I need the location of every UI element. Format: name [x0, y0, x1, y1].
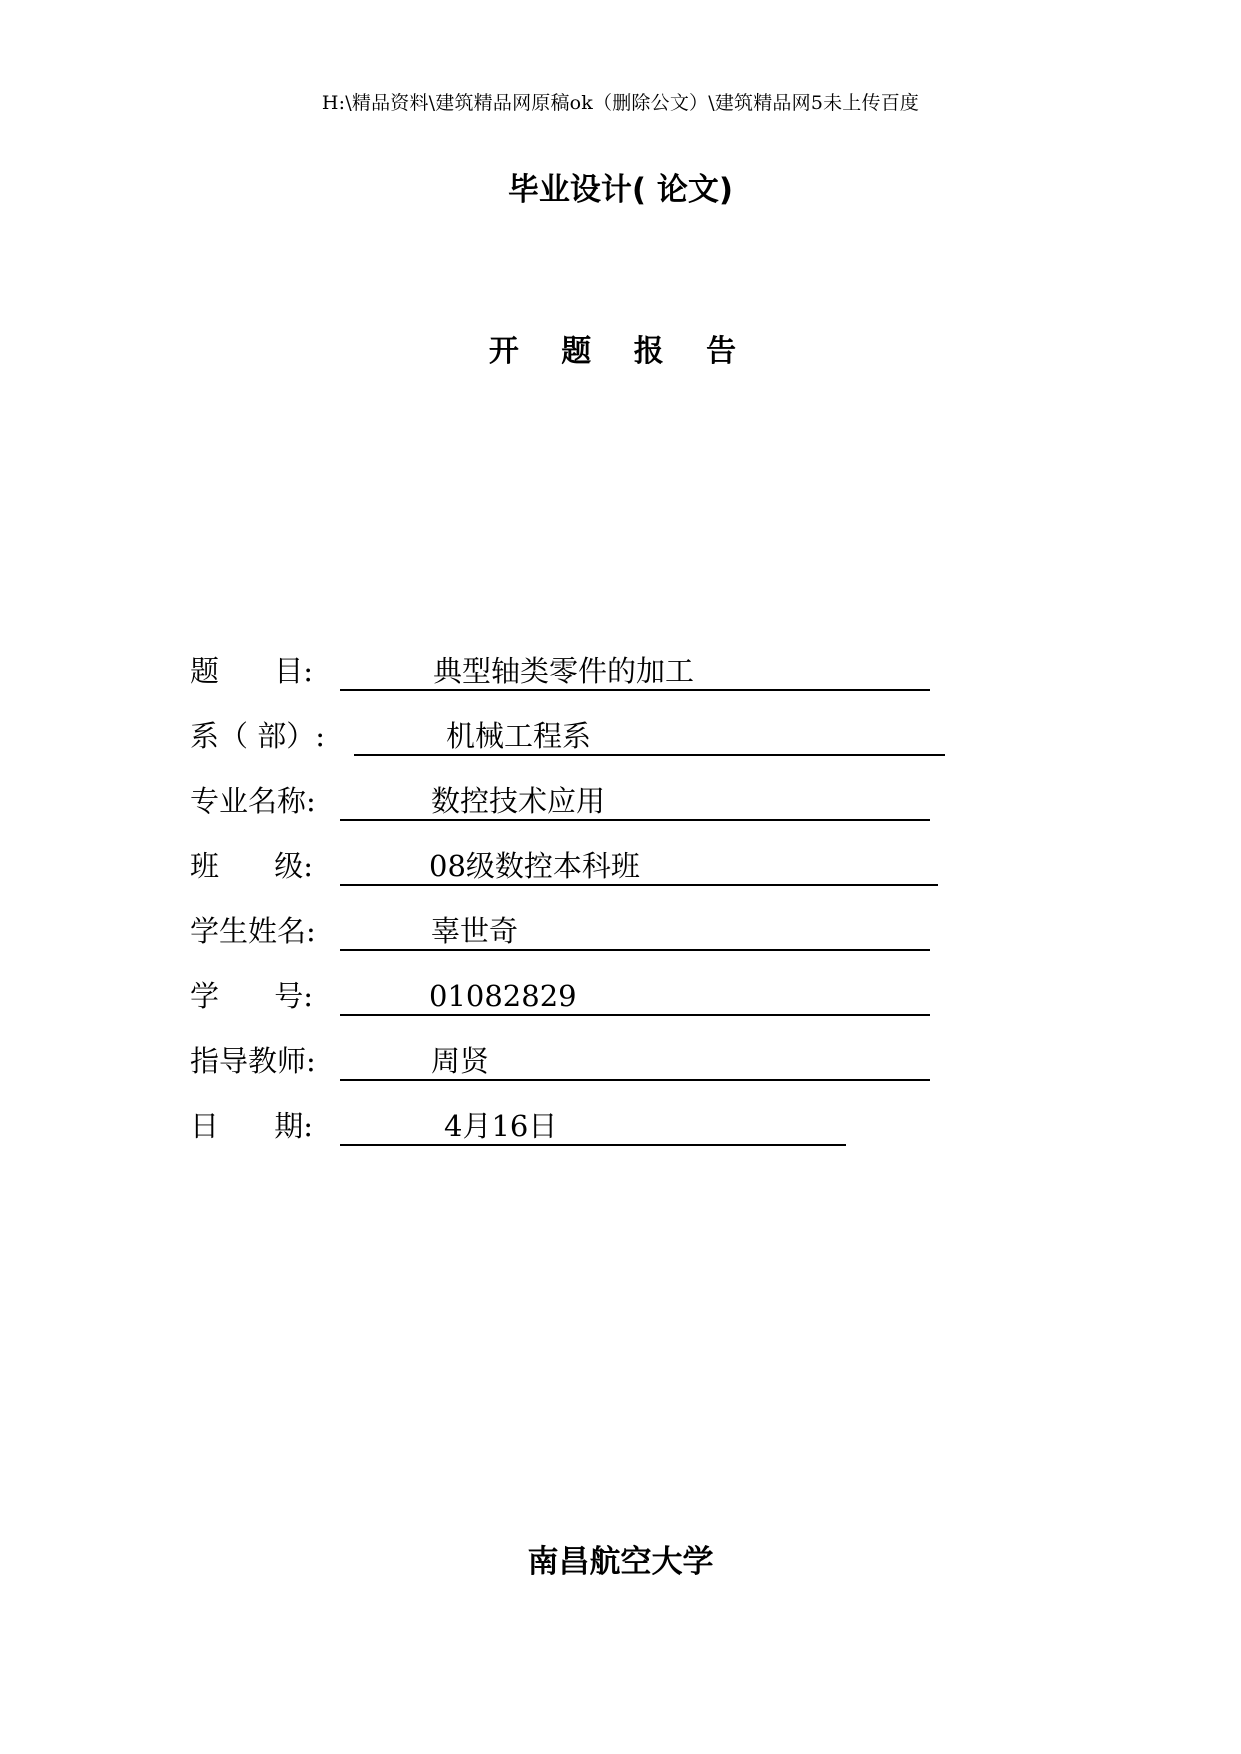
document-title: 毕业设计( 论文) — [507, 172, 734, 208]
field-value-student-id: 01082829 — [429, 979, 577, 1013]
field-value-major: 数控技术应用 — [431, 784, 606, 818]
field-value-class: 08级数控本科班 — [429, 849, 640, 883]
field-underline — [354, 754, 945, 756]
field-label-class: 班 级: — [190, 849, 314, 883]
file-path-header: H:\精品资料\建筑精品网原稿ok（删除公文）\建筑精品网5未上传百度 — [321, 92, 920, 114]
field-row-class — [190, 846, 990, 890]
field-row-topic — [190, 651, 990, 695]
field-row-advisor — [190, 1041, 990, 1085]
university-name: 南昌航空大学 — [527, 1544, 714, 1580]
field-row-student-name — [190, 911, 990, 955]
field-value-date: 4月16日 — [444, 1109, 558, 1143]
field-label-student-name: 学生姓名: — [190, 914, 316, 948]
field-underline — [340, 949, 930, 951]
field-row-date — [190, 1106, 990, 1150]
field-underline — [340, 819, 930, 821]
field-row-student-id — [190, 976, 990, 1020]
field-value-advisor: 周贤 — [431, 1044, 490, 1078]
field-row-major — [190, 781, 990, 825]
field-label-date: 日 期: — [190, 1109, 314, 1143]
field-value-department: 机械工程系 — [446, 719, 592, 753]
field-label-advisor: 指导教师: — [190, 1044, 316, 1078]
field-underline — [340, 1144, 846, 1146]
field-label-topic: 题 目: — [190, 654, 314, 688]
field-row-department — [190, 716, 990, 760]
field-underline — [340, 1079, 930, 1081]
field-value-student-name: 辜世奇 — [431, 914, 519, 948]
field-label-major: 专业名称: — [190, 784, 316, 818]
field-label-department: 系（ 部）: — [190, 719, 325, 753]
field-label-student-id: 学 号: — [190, 979, 314, 1013]
field-value-topic: 典型轴类零件的加工 — [433, 654, 695, 688]
document-subtitle: 开 题 报 告 — [488, 334, 753, 369]
